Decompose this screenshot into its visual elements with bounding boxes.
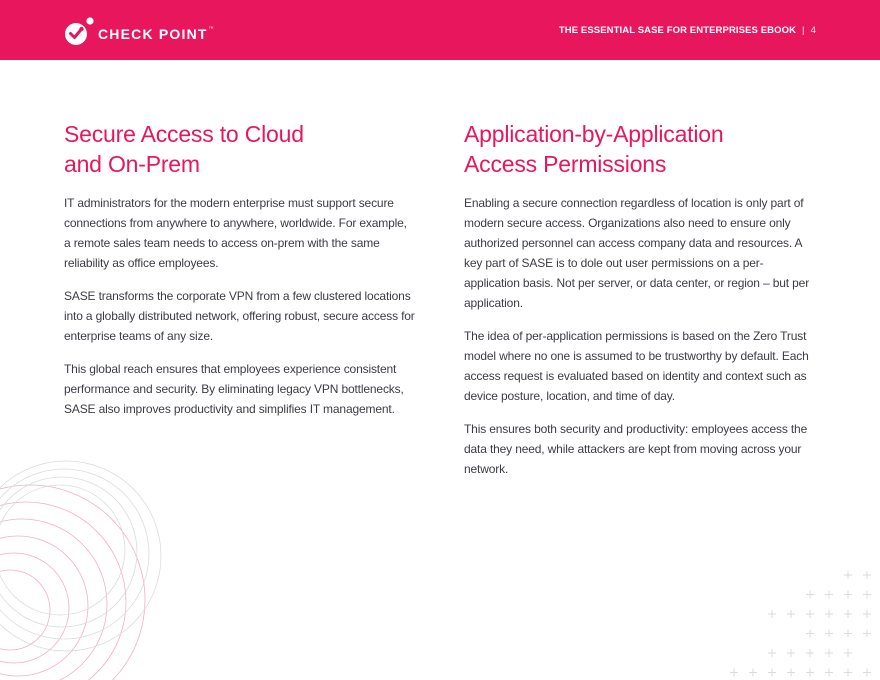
plus-mark	[825, 610, 833, 618]
plus-mark	[844, 630, 852, 638]
plus-mark	[844, 571, 852, 579]
plus-mark	[806, 669, 814, 677]
page-header	[0, 0, 880, 60]
plus-mark	[863, 591, 871, 599]
header-separator: |	[802, 25, 805, 36]
plus-mark	[863, 630, 871, 638]
document-title: THE ESSENTIAL SASE FOR ENTERPRISES EBOOK	[558, 25, 797, 36]
plus-mark	[806, 649, 814, 657]
plus-mark	[863, 669, 871, 677]
plus-mark	[787, 610, 795, 618]
plus-mark	[730, 669, 738, 677]
plus-mark	[825, 669, 833, 677]
decorative-circles	[0, 460, 200, 680]
right-paragraph-1: Enabling a secure connection regardless of location is only part of modern secure access. Organizations also need to ensure only authorized personnel can access company data and resources. A key part of SASE is to dole out user permissions on a per-application basis. Not per server, or data center, or region – but per application.	[464, 196, 810, 310]
plus-mark	[825, 649, 833, 657]
plus-mark	[806, 591, 814, 599]
decorative-plus-grid	[730, 565, 880, 680]
right-column	[464, 119, 816, 492]
plus-mark	[844, 649, 852, 657]
left-paragraph-2: SASE transforms the corporate VPN from a few clustered locations into a globally distributed network, offering robust, secure access for enterprise teams of any size.	[64, 289, 415, 343]
page-number: 4	[810, 25, 816, 36]
brand-name: CHECK POINT™	[98, 26, 215, 42]
check-point-logo-icon	[64, 17, 94, 47]
right-paragraph-2: The idea of per-application permissions is based on the Zero Trust model where no one is assumed to be trustworthy by default. Each access request is evaluated based on identity and context such as device posture, location, and time of day.	[464, 329, 809, 403]
plus-mark	[825, 630, 833, 638]
header-doc-info	[559, 25, 816, 36]
right-paragraph-3: This ensures both security and productivity: employees access the data they need, while attackers are kept from moving across your network.	[464, 422, 808, 476]
plus-mark	[806, 630, 814, 638]
plus-mark	[787, 649, 795, 657]
plus-mark	[844, 610, 852, 618]
plus-mark	[768, 649, 776, 657]
left-column	[64, 119, 416, 432]
left-paragraph-1: IT administrators for the modern enterprise must support secure connections from anywhere to anywhere, worldwide. For example, a remote sales team needs to access on-prem with the same reliability as office employees.	[64, 196, 407, 270]
right-heading: Application-by-Application Access Permissions	[464, 121, 724, 177]
plus-mark	[787, 669, 795, 677]
plus-mark	[806, 610, 814, 618]
brand-trademark: ™	[208, 26, 215, 32]
plus-mark	[749, 669, 757, 677]
plus-mark	[844, 669, 852, 677]
plus-mark	[768, 669, 776, 677]
plus-mark	[863, 571, 871, 579]
plus-mark	[825, 591, 833, 599]
left-heading: Secure Access to Cloud and On-Prem	[64, 121, 304, 177]
plus-mark	[863, 610, 871, 618]
check-point-logo	[64, 17, 215, 47]
left-paragraph-3: This global reach ensures that employees experience consistent performance and security. By eliminating legacy VPN bottlenecks, SASE also improves productivity and simplifies IT management.	[64, 362, 404, 416]
plus-mark	[844, 591, 852, 599]
plus-mark	[768, 610, 776, 618]
